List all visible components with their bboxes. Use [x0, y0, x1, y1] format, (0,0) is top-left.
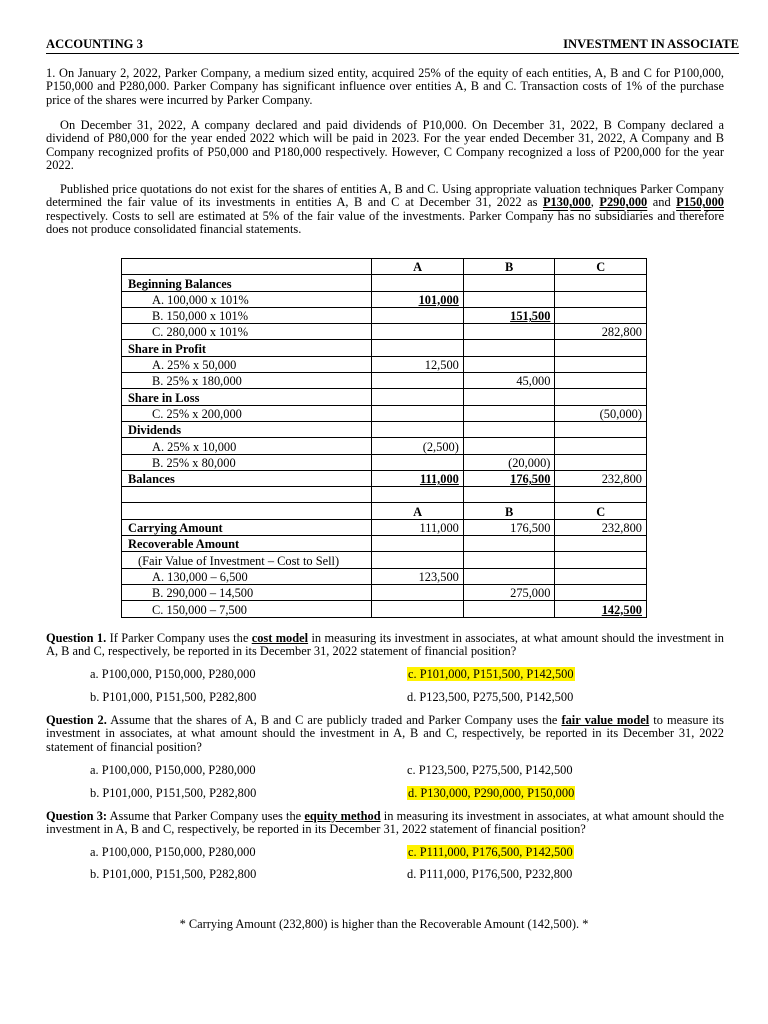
course-title: ACCOUNTING 3: [46, 37, 143, 51]
q3-option-d[interactable]: d. P111,000, P176,500, P232,800: [407, 867, 573, 881]
q1-option-a[interactable]: a. P100,000, P150,000, P280,000: [90, 667, 256, 681]
q1-option-b[interactable]: b. P101,000, P151,500, P282,800: [90, 690, 257, 704]
col-header-a: A: [372, 503, 464, 519]
table-row: [122, 275, 647, 291]
question-label: Question 1.: [46, 631, 107, 645]
paragraph-3-text-a: Published price quotations do not exist for the shares of entities A, B and C. Using appropriate valuation techniques Parker Company determined the fair value of its investments in entities A, B and C at December 31, 2022 as: [46, 182, 724, 210]
question-text: If Parker Company uses the: [106, 631, 252, 645]
row-label: Share in Loss: [122, 389, 372, 405]
cell-value: 151,500: [510, 309, 551, 324]
cell-value: (2,500): [372, 438, 464, 454]
topic-title: INVESTMENT IN ASSOCIATE: [563, 37, 739, 51]
table-row: [122, 568, 647, 584]
cell-value: 282,800: [555, 324, 647, 340]
row-label: Beginning Balances: [122, 275, 372, 291]
question-text: Assume that the shares of A, B and C are publicly traded and Parker Company uses the: [106, 713, 562, 727]
fair-value-a: P130,000: [542, 195, 591, 210]
cell-value: 12,500: [372, 356, 464, 372]
cell-value: (20,000): [463, 454, 555, 470]
question-label: Question 2.: [46, 713, 107, 727]
table-row: [122, 405, 647, 421]
col-header-b: B: [463, 503, 555, 519]
table-row: [122, 470, 647, 486]
question-label: Question 3:: [46, 809, 108, 823]
table-row: [122, 519, 647, 535]
row-label: Dividends: [122, 421, 372, 437]
table-row: [122, 454, 647, 470]
row-label: Balances: [122, 470, 372, 486]
table-row: [122, 373, 647, 389]
table-row: [122, 389, 647, 405]
cell-value: 232,800: [555, 519, 647, 535]
conjunction: and: [647, 195, 677, 210]
problem-paragraph-2: On December 31, 2022, A company declared and paid dividends of P10,000. On December 31, 2022, B Company declared a dividend of P80,000 for the year ended 2022 which will be paid in 2023. For the year ended December 31, 2022, A Company and B Company recognized profits of P50,000 and P180,000 respectively. However, C Company recognized a loss of P200,000 for the year 2022.: [46, 118, 724, 173]
row-label: B. 150,000 x 101%: [122, 307, 372, 323]
col-header-c: C: [555, 259, 647, 275]
table-row: [122, 307, 647, 323]
highlighted-answer: c. P101,000, P151,500, P142,500: [408, 667, 574, 681]
question-keyword: cost model: [251, 631, 309, 645]
q3-option-c[interactable]: [407, 846, 574, 859]
q2-option-c[interactable]: c. P123,500, P275,500, P142,500: [407, 763, 573, 777]
cell-value: 123,500: [372, 568, 464, 584]
table-row: [122, 340, 647, 356]
row-label: Carrying Amount: [122, 519, 372, 535]
highlighted-answer: d. P130,000, P290,000, P150,000: [408, 786, 575, 800]
cell-value: 176,500: [463, 519, 555, 535]
col-header-a: A: [372, 259, 464, 275]
question-2: [46, 714, 724, 754]
row-label: A. 25% x 10,000: [122, 438, 372, 454]
table-row: [122, 356, 647, 372]
col-header-c: C: [555, 503, 647, 519]
row-label: C. 25% x 200,000: [122, 405, 372, 421]
q2-option-b[interactable]: b. P101,000, P151,500, P282,800: [90, 786, 257, 800]
row-label: B. 25% x 80,000: [122, 454, 372, 470]
q3-option-b[interactable]: b. P101,000, P151,500, P282,800: [90, 867, 257, 881]
row-label: Recoverable Amount: [122, 536, 372, 552]
q2-option-a[interactable]: a. P100,000, P150,000, P280,000: [90, 763, 256, 777]
table-row: [122, 487, 647, 503]
question-keyword: equity method: [304, 809, 381, 823]
table-row: [122, 503, 647, 519]
cell-value: 101,000: [418, 292, 459, 307]
row-label: B. 290,000 – 14,500: [122, 584, 372, 600]
problem-paragraph-1: 1. On January 2, 2022, Parker Company, a medium sized entity, acquired 25% of the equity of each entities, A, B and C for P100,000, P150,000 and P280,000. Parker Company has significant influence over entities A, B and C. Transaction costs of 1% of the purchase price of the shares were incurred by Parker Company.: [46, 66, 724, 107]
q1-option-d[interactable]: d. P123,500, P275,500, P142,500: [407, 690, 574, 704]
problem-paragraph-3: [46, 183, 724, 237]
cell-value: 111,000: [419, 472, 459, 487]
fair-value-c: P150,000: [676, 195, 724, 210]
fair-value-b: P290,000: [599, 195, 648, 210]
row-label: C. 280,000 x 101%: [122, 324, 372, 340]
q2-option-d[interactable]: [407, 787, 575, 800]
table-row: [122, 259, 647, 275]
table-row: [122, 552, 647, 568]
cell-value: 176,500: [510, 472, 551, 487]
question-3: [46, 810, 724, 837]
q3-option-a[interactable]: a. P100,000, P150,000, P280,000: [90, 845, 256, 859]
question-text: Assume that Parker Company uses the: [107, 809, 305, 823]
row-label: A. 100,000 x 101%: [122, 291, 372, 307]
q1-option-c[interactable]: [407, 668, 575, 681]
cell-value: 111,000: [372, 519, 464, 535]
cell-value: 142,500: [601, 602, 642, 617]
table-row: [122, 421, 647, 437]
row-label: Share in Profit: [122, 340, 372, 356]
row-label: B. 25% x 180,000: [122, 373, 372, 389]
row-label: A. 25% x 50,000: [122, 356, 372, 372]
paragraph-3-text-b: respectively. Costs to sell are estimated at 5% of the fair value of the investments. Parker Company has no subsidiaries and therefore does not produce consolidated financial statements.: [46, 208, 724, 237]
question-text: in measuring its investment in associates, at what amount should the investment in A, B and C, respectively, be reported in its December 31, 2022 statement of financial position?: [46, 631, 724, 659]
table-row: [122, 291, 647, 307]
table-row: [122, 324, 647, 340]
row-label: C. 150,000 – 7,500: [122, 601, 372, 617]
cell-value: 45,000: [463, 373, 555, 389]
table-row: [122, 601, 647, 617]
table-row: [122, 536, 647, 552]
question-1: [46, 632, 724, 659]
col-header-b: B: [463, 259, 555, 275]
table-row: [122, 438, 647, 454]
question-keyword: fair value model: [561, 713, 650, 727]
question-text: to measure its investment in associates, at what amount should the investment in A, B and C, respectively, be reported in its December 31, 2022 statement of financial position?: [46, 713, 724, 754]
cell-value: 275,000: [463, 584, 555, 600]
footnote: * Carrying Amount (232,800) is higher than the Recoverable Amount (142,500). *: [179, 917, 589, 931]
page-header: [46, 38, 739, 54]
row-label: A. 130,000 – 6,500: [122, 568, 372, 584]
table-row: [122, 584, 647, 600]
question-text: in measuring its investment in associates, at what amount should the investment in A, B and C, respectively, be reported in its December 31, 2022 statement of financial position?: [46, 809, 724, 837]
computation-table: [121, 258, 647, 618]
separator: ,: [590, 195, 600, 210]
highlighted-answer: c. P111,000, P176,500, P142,500: [408, 845, 573, 859]
row-label: (Fair Value of Investment – Cost to Sell): [122, 552, 372, 568]
cell-value: (50,000): [555, 405, 647, 421]
cell-value: 232,800: [555, 470, 647, 486]
